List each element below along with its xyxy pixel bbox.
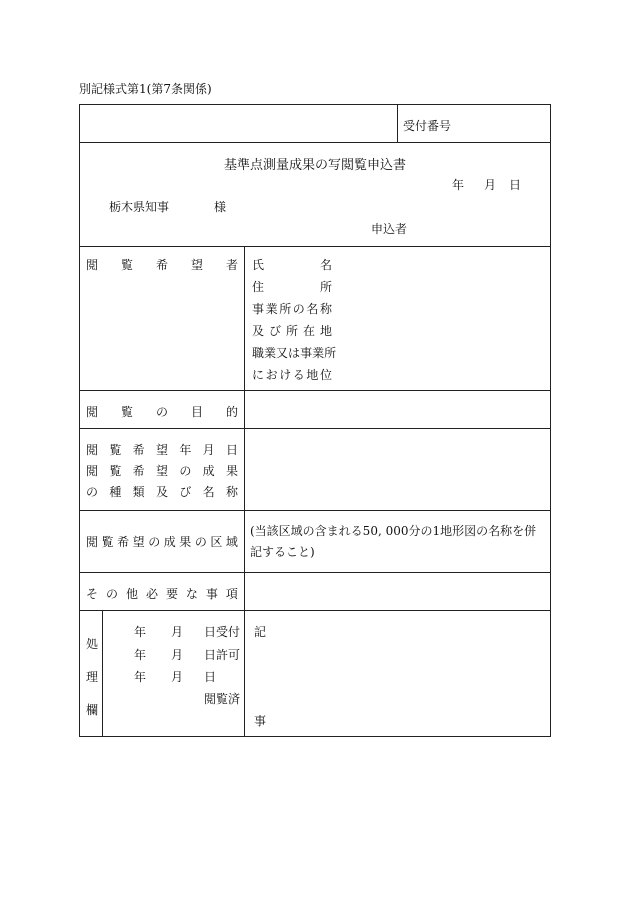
label-char: 名 xyxy=(202,485,215,499)
label-char: 閲 xyxy=(86,258,99,272)
label-char: 覧 xyxy=(101,535,114,549)
label-char: 希 xyxy=(132,464,145,478)
form-title: 基準点測量成果の写閲覧申込書 xyxy=(223,158,406,173)
label-char: 閲 xyxy=(86,464,99,478)
viewed-stamp: 閲覧済 xyxy=(204,692,241,706)
received-month: 月 xyxy=(171,625,184,639)
row-divider xyxy=(80,428,550,429)
area-label xyxy=(86,533,238,550)
label-char: 及 xyxy=(252,324,265,338)
processing-label-divider xyxy=(102,610,103,736)
label-char: 類 xyxy=(132,485,145,499)
results-label xyxy=(86,462,238,479)
label-char: 覧 xyxy=(120,258,133,272)
label-char: 閲 xyxy=(86,535,99,549)
label-char: 月 xyxy=(202,443,215,457)
label-char: け xyxy=(279,368,292,382)
received-year: 年 xyxy=(134,625,147,639)
office-location-field-label xyxy=(252,322,332,339)
approved-month: 月 xyxy=(171,648,184,662)
label-char: 又 xyxy=(276,346,289,360)
label-char: 年 xyxy=(179,443,192,457)
label-char: 所 xyxy=(319,280,332,294)
label-char: 業 xyxy=(312,346,325,360)
label-char: 位 xyxy=(319,368,332,382)
label-char: 称 xyxy=(225,485,238,499)
name-field-label xyxy=(252,256,332,273)
label-char: 目 xyxy=(190,405,203,419)
row-divider xyxy=(80,246,550,247)
label-char: 地 xyxy=(319,324,332,338)
label-char: び xyxy=(179,485,192,499)
label-column-divider xyxy=(244,246,245,736)
label-char: の xyxy=(148,535,161,549)
label-char: 希 xyxy=(132,443,145,457)
label-char: 者 xyxy=(225,258,238,272)
processing-char: 理 xyxy=(86,670,99,684)
applicant-label: 申込者 xyxy=(371,222,408,236)
occupation-field-label xyxy=(252,344,337,361)
label-char: に xyxy=(252,368,265,382)
label-char: 住 xyxy=(252,280,265,294)
label-char: 氏 xyxy=(252,258,265,272)
received-day: 日受付 xyxy=(204,625,241,639)
label-char: 覧 xyxy=(109,443,122,457)
label-char: 必 xyxy=(145,587,158,601)
approved-day: 日許可 xyxy=(204,648,241,662)
viewed-month: 月 xyxy=(171,670,184,684)
label-char: 的 xyxy=(225,405,238,419)
label-char: 成 xyxy=(163,535,176,549)
label-char: 在 xyxy=(302,324,315,338)
label-char: 望 xyxy=(190,258,203,272)
label-char: 名 xyxy=(306,302,319,316)
kind-name-label xyxy=(86,483,238,500)
date-month: 月 xyxy=(484,178,497,192)
label-char: の xyxy=(179,464,192,478)
label-char: は xyxy=(288,346,301,360)
label-char: 成 xyxy=(202,464,215,478)
label-char: る xyxy=(292,368,305,382)
remarks-top: 記 xyxy=(254,625,267,639)
label-char: 果 xyxy=(179,535,192,549)
date-year: 年 xyxy=(452,178,465,192)
address-field-label xyxy=(252,278,332,295)
label-char: 業 xyxy=(264,346,277,360)
label-char: 地 xyxy=(306,368,319,382)
label-char: 業 xyxy=(265,302,278,316)
viewed-year: 年 xyxy=(134,670,147,684)
label-char: 希 xyxy=(117,535,130,549)
label-char: の xyxy=(292,302,305,316)
label-char: 望 xyxy=(155,464,168,478)
processing-char: 処 xyxy=(86,637,99,651)
label-char: 閲 xyxy=(86,443,99,457)
label-char: 閲 xyxy=(86,405,99,419)
row-divider xyxy=(80,610,550,611)
label-char: 及 xyxy=(155,485,168,499)
row-divider xyxy=(80,142,550,143)
addressee: 栃木県知事 xyxy=(109,200,170,214)
label-char: 職 xyxy=(252,346,265,360)
label-char: 事 xyxy=(300,346,313,360)
label-char: 覧 xyxy=(120,405,133,419)
label-char: 称 xyxy=(319,302,332,316)
label-char: 事 xyxy=(205,587,218,601)
label-char: 果 xyxy=(225,464,238,478)
label-char: 日 xyxy=(225,443,238,457)
viewed-day: 日 xyxy=(204,670,217,684)
label-char: 要 xyxy=(165,587,178,601)
remarks-bottom: 事 xyxy=(254,714,267,728)
label-char: の xyxy=(194,535,207,549)
label-char: 希 xyxy=(155,258,168,272)
processing-char: 欄 xyxy=(86,703,99,717)
label-char: の xyxy=(105,587,118,601)
other-matters-label xyxy=(86,585,238,602)
label-char: 区 xyxy=(210,535,223,549)
viewing-date-label xyxy=(86,441,238,458)
label-char: 所 xyxy=(285,324,298,338)
label-char: お xyxy=(265,368,278,382)
date-day: 日 xyxy=(509,178,522,192)
form-number-label: 別記様式第1(第7条関係) xyxy=(79,82,212,96)
label-char: 望 xyxy=(155,443,168,457)
viewer-label xyxy=(86,256,238,273)
honorific: 様 xyxy=(214,200,227,214)
label-char: 項 xyxy=(225,587,238,601)
label-char: そ xyxy=(86,587,99,601)
label-char: 名 xyxy=(319,258,332,272)
purpose-label xyxy=(86,403,238,420)
receipt-divider xyxy=(397,105,398,142)
row-divider xyxy=(80,510,550,511)
office-name-field-label xyxy=(252,300,332,317)
label-char: 種 xyxy=(109,485,122,499)
label-char: の xyxy=(86,485,99,499)
label-char: 域 xyxy=(225,535,238,549)
label-char: 他 xyxy=(125,587,138,601)
label-char: 所 xyxy=(324,346,337,360)
area-note: (当該区域の含まれる50, 000分の1地形図の名称を併記すること) xyxy=(250,524,537,559)
receipt-number-label: 受付番号 xyxy=(403,119,452,133)
label-char: 事 xyxy=(252,302,265,316)
label-char: び xyxy=(268,324,281,338)
label-char: 所 xyxy=(279,302,292,316)
label-char: な xyxy=(185,587,198,601)
row-divider xyxy=(80,572,550,573)
label-char: 覧 xyxy=(109,464,122,478)
approved-year: 年 xyxy=(134,648,147,662)
row-divider xyxy=(80,390,550,391)
position-field-label xyxy=(252,366,332,383)
label-char: 望 xyxy=(132,535,145,549)
label-char: の xyxy=(155,405,168,419)
application-form-table xyxy=(79,104,551,737)
